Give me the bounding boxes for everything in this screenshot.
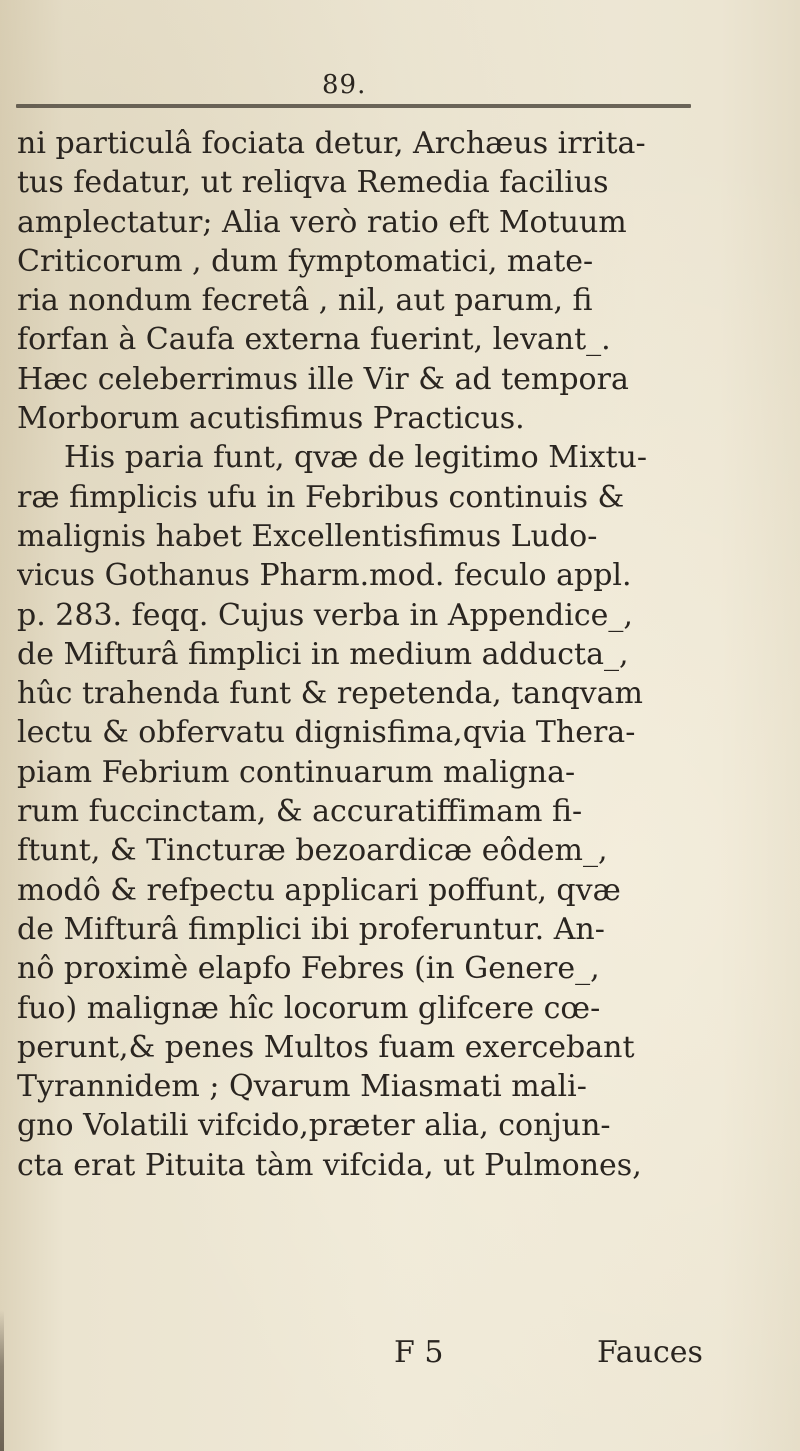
text-line: de Mifturâ fimplici in medium adducta_, [17,636,629,672]
text-line: Hæc celeberrimus ille Vir & ad tempora [17,361,629,397]
text-line: malignis habet Excellentisfimus Ludo- [17,518,598,554]
text-line: p. 283. feqq. Cujus verba in Appendice_, [17,597,633,633]
text-line: gno Volatili vifcido,præter alia, conjun- [17,1108,611,1144]
text-line: tus fedatur, ut reliqva Remedia facilius [17,165,609,201]
text-line: modô & refpectu applicari poffunt, qvæ [17,872,621,908]
header-rule [16,104,691,108]
text-line: ræ fimplicis ufu in Febribus continuis & [17,479,625,515]
paragraph-start-line: His paria funt, qvæ de legitimo Mixtu- [64,440,647,476]
text-line: perunt,& penes Multos fuam exercebant [17,1029,635,1065]
text-line: Morborum acutisfimus Practicus. [17,401,525,437]
text-line: de Mifturâ fimplici ibi proferuntur. An- [17,911,605,947]
text-line: piam Febrium continuarum maligna- [17,754,576,790]
text-line: ria nondum fecretâ , nil, aut parum, fi [17,283,593,319]
page-footer [0,1335,800,1379]
text-line: forfan à Caufa externa fuerint, levant_. [17,322,611,358]
catchword: Fauces [597,1335,703,1370]
page-number: 89. [322,70,367,100]
text-line: hûc trahenda funt & repetenda, tanqvam [17,676,643,712]
text-line: rum fuccinctam, & accuratiffimam fi- [17,794,583,830]
page-edge-shadow [0,1310,4,1451]
body-text [17,124,717,1185]
text-line: fuo) malignæ hîc locorum glifcere cœ- [17,990,601,1026]
text-line: nô proximè elapfo Febres (in Genere_, [17,951,600,987]
text-line: vicus Gothanus Pharm.mod. feculo appl. [17,558,632,594]
text-line: Tyrannidem ; Qvarum Miasmati mali- [17,1069,587,1105]
text-line: amplectatur; Alia verò ratio eft Motuum [17,204,627,240]
signature-mark: F 5 [394,1335,444,1370]
text-line: Criticorum , dum fymptomatici, mate- [17,243,594,279]
text-line: ftunt, & Tincturæ bezoardicæ eôdem_, [17,833,608,869]
text-line: ni particulâ fociata detur, Archæus irrita- [17,126,646,161]
text-line: lectu & obfervatu dignisfima,qvia Thera- [17,715,636,751]
text-line: cta erat Pituita tàm vifcida, ut Pulmones, [17,1147,642,1183]
